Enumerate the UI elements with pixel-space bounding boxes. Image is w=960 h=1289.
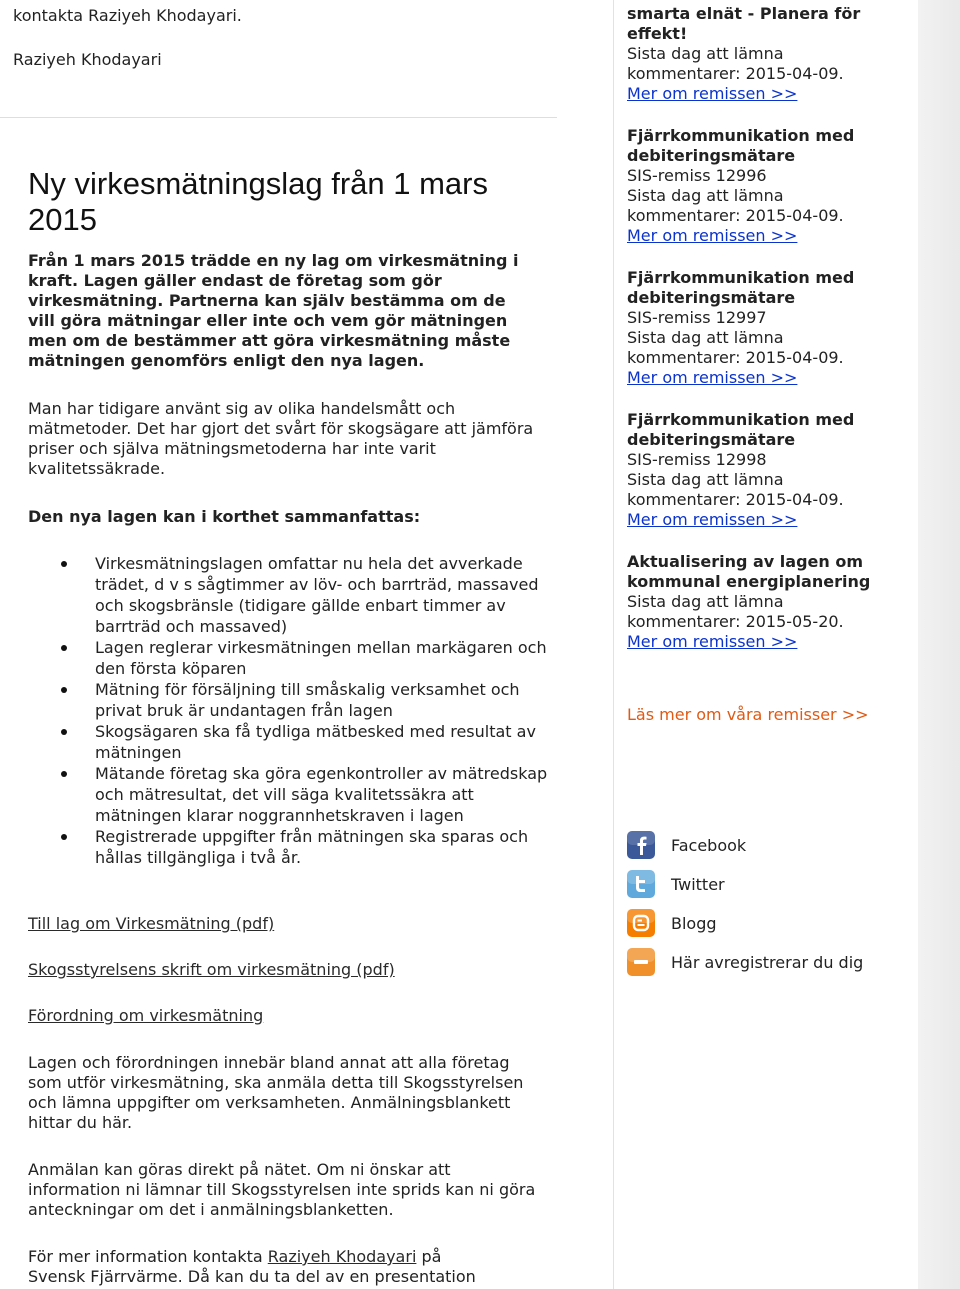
remiss-deadline-label: Sista dag att lämna xyxy=(627,328,784,347)
contact-link[interactable]: Raziyeh Khodayari xyxy=(267,1247,417,1266)
bullet-icon xyxy=(61,771,67,777)
remiss-item xyxy=(627,268,912,388)
list-item: Registrerade uppgifter från mätningen ska sparas och hållas tillgängliga i två år. xyxy=(28,826,548,868)
remiss-deadline: kommentarer: 2015-04-09. xyxy=(627,64,844,83)
remiss-more-link[interactable]: Mer om remissen >> xyxy=(627,510,798,529)
remiss-deadline-label: Sista dag att lämna xyxy=(627,44,784,63)
remiss-deadline-label: Sista dag att lämna xyxy=(627,470,784,489)
author-name: Raziyeh Khodayari xyxy=(13,50,162,69)
remiss-title: Fjärrkommunikation med debiteringsmätare xyxy=(627,126,855,165)
facebook-icon xyxy=(627,831,655,859)
remiss-title: smarta elnät - Planera för effekt! xyxy=(627,4,861,43)
minus-icon xyxy=(627,948,655,976)
remiss-item xyxy=(627,126,912,246)
article-paragraph-1: Man har tidigare använt sig av olika handelsmått och mätmetoder. Det har gjort det svårt för skogsägare att jämföra priser och själva mätningsmetoderna har inte varit kvalitetssäkrade. xyxy=(28,399,534,478)
sidebar xyxy=(613,0,914,1289)
remiss-more-link[interactable]: Mer om remissen >> xyxy=(627,226,798,245)
remiss-ref: SIS-remiss 12998 xyxy=(627,450,767,469)
skogsstyrelsen-pdf-link[interactable]: Skogsstyrelsens skrift om virkesmätning (pdf) xyxy=(28,960,395,979)
summary-heading: Den nya lagen kan i korthet sammanfattas: xyxy=(28,507,421,526)
more-remisser-link[interactable]: Läs mer om våra remisser >> xyxy=(627,705,869,724)
bullet-icon xyxy=(61,729,67,735)
unsubscribe-label: Här avregistrerar du dig xyxy=(671,953,864,972)
article-title: Ny virkesmätningslag från 1 mars 2015 xyxy=(28,166,488,237)
blogg-label: Blogg xyxy=(671,914,717,933)
article-paragraph-2: Lagen och förordningen innebär bland annat att alla företag som utför virkesmätning, ska anmäla detta till Skogsstyrelsen och lämna uppgifter om verksamheten. Anmälningsblankett hittar du här. xyxy=(28,1053,524,1132)
intro-line: kontakta Raziyeh Khodayari. xyxy=(13,6,242,25)
bullet-icon xyxy=(61,645,67,651)
regulation-link[interactable]: Förordning om virkesmätning xyxy=(28,1006,264,1025)
facebook-label: Facebook xyxy=(671,836,747,855)
list-item: Skogsägaren ska få tydliga mätbesked med resultat av mätningen xyxy=(28,721,548,763)
remiss-deadline: kommentarer: 2015-05-20. xyxy=(627,612,844,631)
remiss-deadline: kommentarer: 2015-04-09. xyxy=(627,206,844,225)
list-item: Mätning för försäljning till småskalig verksamhet och privat bruk är undantagen från lagen xyxy=(28,679,548,721)
list-item: Virkesmätningslagen omfattar nu hela det avverkade trädet, d v s sågtimmer av löv- och barrträd, massaved och skogsbränsle (tidigare gällde enbart timmer av barrträd och massaved) xyxy=(28,553,548,637)
twitter-icon xyxy=(627,870,655,898)
page-edge xyxy=(918,0,960,1289)
remiss-ref: SIS-remiss 12996 xyxy=(627,166,767,185)
summary-list xyxy=(28,553,548,868)
remiss-title: Fjärrkommunikation med debiteringsmätare xyxy=(627,410,855,449)
remiss-more-link[interactable]: Mer om remissen >> xyxy=(627,84,798,103)
divider xyxy=(0,117,557,118)
blogger-icon xyxy=(627,909,655,937)
blogg-link[interactable] xyxy=(627,909,917,939)
law-pdf-link[interactable]: Till lag om Virkesmätning (pdf) xyxy=(28,914,275,933)
unsubscribe-link[interactable] xyxy=(627,948,917,978)
remiss-deadline-label: Sista dag att lämna xyxy=(627,186,784,205)
footer-line-2: Svensk Fjärrvärme. Då kan du ta del av en presentation xyxy=(28,1267,476,1286)
remiss-title: Fjärrkommunikation med debiteringsmätare xyxy=(627,268,855,307)
remiss-more-link[interactable]: Mer om remissen >> xyxy=(627,368,798,387)
bullet-icon xyxy=(61,561,67,567)
remiss-deadline-label: Sista dag att lämna xyxy=(627,592,784,611)
remiss-title: Aktualisering av lagen om kommunal energiplanering xyxy=(627,552,871,591)
bullet-icon xyxy=(61,834,67,840)
remiss-ref: SIS-remiss 12997 xyxy=(627,308,767,327)
remiss-more-link[interactable]: Mer om remissen >> xyxy=(627,632,798,651)
twitter-link[interactable] xyxy=(627,870,917,900)
remiss-item xyxy=(627,4,912,104)
facebook-link[interactable] xyxy=(627,831,917,861)
remiss-deadline: kommentarer: 2015-04-09. xyxy=(627,490,844,509)
remiss-item xyxy=(627,410,912,530)
remiss-deadline: kommentarer: 2015-04-09. xyxy=(627,348,844,367)
bullet-icon xyxy=(61,687,67,693)
article-paragraph-3: Anmälan kan göras direkt på nätet. Om ni önskar att information ni lämnar till Skogsstyrelsen inte sprids kan ni göra anteckningar om det i anmälningsblanketten. xyxy=(28,1160,536,1219)
remiss-item xyxy=(627,552,897,652)
twitter-label: Twitter xyxy=(671,875,725,894)
list-item: Mätande företag ska göra egenkontroller av mätredskap och mätresultat, det vill säga kvalitetssäkra att mätningen klarar noggrannhetskraven i lagen xyxy=(28,763,548,826)
list-item: Lagen reglerar virkesmätningen mellan markägaren och den första köparen xyxy=(28,637,548,679)
article-lead: Från 1 mars 2015 trädde en ny lag om virkesmätning i kraft. Lagen gäller endast de företag som gör virkesmätning. Partnerna kan själv bestämma om de vill göra mätningar eller inte och vem gör mätningen men om de bestämmer att göra virkesmätning måste mätningen genomförs enligt den nya lagen. xyxy=(28,251,519,370)
footer-contact: För mer information kontakta Raziyeh Khodayari på xyxy=(28,1247,442,1266)
